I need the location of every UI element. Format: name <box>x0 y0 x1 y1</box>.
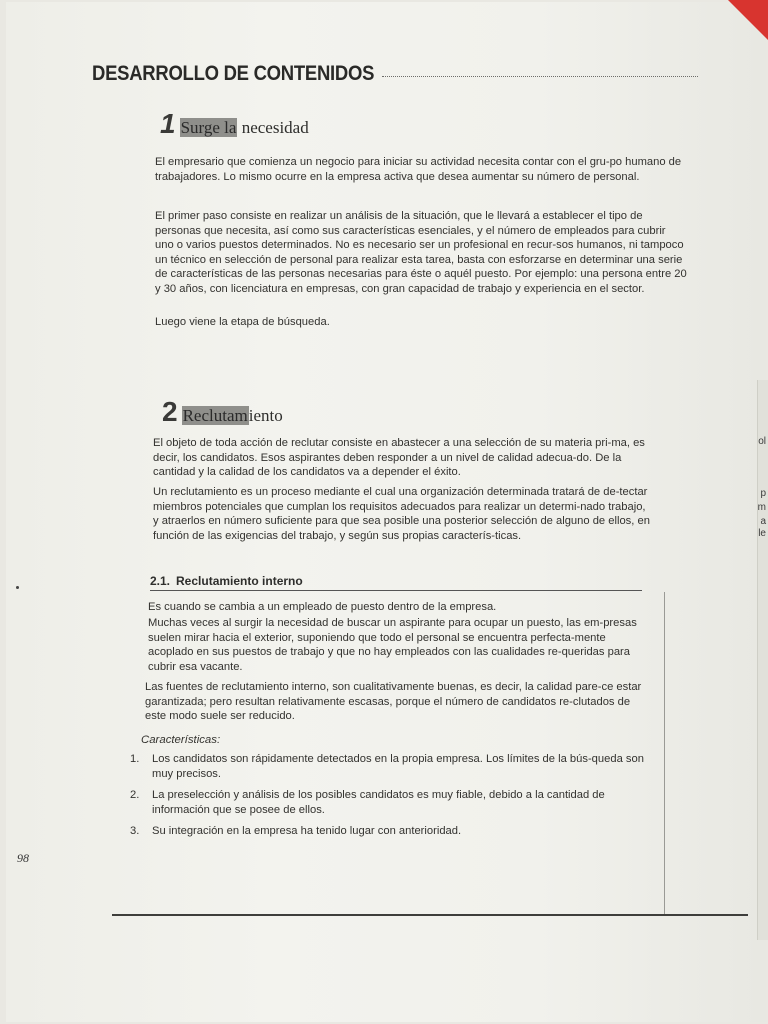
header-dotted-rule <box>382 76 698 77</box>
characteristics-list <box>130 752 645 846</box>
section-1-paragraph: Luego viene la etapa de búsqueda. <box>155 316 330 328</box>
list-item <box>130 752 645 781</box>
subsection-2-1-heading <box>150 574 642 591</box>
subsection-2-1-number: 2.1. <box>150 574 171 588</box>
section-2-title <box>182 406 283 426</box>
list-item <box>130 824 645 839</box>
section-2-number: 2 <box>162 396 178 427</box>
subsection-paragraph: Muchas veces al surgir la necesidad de buscar un aspirante para ocupar un puesto, las em-presas suelen mirar hacia el exterior, suponiendo que todo el personal se encuentra perfecta-mente acoplado en sus puestos de trabajo y que no hay empleados con las cualidades re-queridas para cubrir esa vacante. <box>148 617 637 673</box>
section-1-paragraph: El empresario que comienza un negocio para iniciar su actividad necesita contar con el gru-po humano de trabajadores. Lo mismo ocurre en la empresa activa que desea aumentar su número de personal. <box>155 156 682 183</box>
page-number: 98 <box>17 851 29 865</box>
list-item-number: 1. <box>130 753 140 765</box>
edge-text: p <box>760 488 766 499</box>
subsection-paragraph: Es cuando se cambia a un empleado de puesto dentro de la empresa. <box>148 601 497 613</box>
section-2-heading <box>162 396 283 428</box>
list-item-number: 2. <box>130 789 140 802</box>
characteristics-label: Características: <box>141 734 221 746</box>
section-2-title-highlight: Reclutam <box>182 406 248 425</box>
list-item-number: 3. <box>130 825 140 838</box>
edge-text: m <box>757 502 766 513</box>
section-2-paragraph: El objeto de toda acción de reclutar consiste en abastecer a una selección de su materia pri-ma, es decir, los candidatos. Esos aspirantes deben responder a un nivel de calidad adecua-do. De la cantidad y la calidad de los candidatos va a depender el éxito. <box>153 437 645 479</box>
column-rule <box>664 592 665 914</box>
section-2-paragraph: Un reclutamiento es un proceso mediante el cual una organización determinada tratará de de-tectar miembros potenciales que cumplan los requisitos adecuados para realizar un determi-nado trabajo, y atraerlos en número suficiente para que sea posible una posterior selección de alguno de ellos, en función de las exigencias del trabajo, y según sus propias caracterís-ticas. <box>153 486 650 542</box>
edge-text: le <box>758 528 766 539</box>
section-1-title <box>180 118 309 138</box>
list-item-text: Su integración en la empresa ha tenido lugar con anterioridad. <box>152 825 462 838</box>
section-1-title-rest: necesidad <box>237 118 309 137</box>
adjacent-page-edge <box>757 380 768 940</box>
section-1-number: 1 <box>160 108 176 139</box>
red-corner-mark <box>728 0 768 40</box>
page-title: DESARROLLO DE CONTENIDOS <box>92 62 375 85</box>
margin-dot <box>16 586 19 589</box>
subsection-2-1-title: Reclutamiento interno <box>176 574 303 588</box>
subsection-paragraph: Las fuentes de reclutamiento interno, son cualitativamente buenas, es decir, la calidad pare-ce estar garantizada; pero resultan relativamente escasas, porque el número de candidatos re-clutados de este modo suele ser reducido. <box>145 681 642 723</box>
section-1-heading <box>160 108 309 140</box>
list-item <box>130 788 645 817</box>
page-header <box>92 60 702 90</box>
section-1-paragraph: El primer paso consiste en realizar un análisis de la situación, que le llevará a establecer el tipo de personas que necesita, así como sus características esenciales, y el número de empleados para cubrir uno o varios puestos determinados. No es necesario ser un profesional en recur-sos humanos, ni tampoco un técnico en selección de personal para realizar esta tarea, basta con esforzarse en determinar una serie de características de las personas necesarias para éste o aquél puesto. Por ejemplo: una persona entre 20 y 30 años, con licenciatura en empresas, con gran capacidad de trabajo y experiencia en el sector. <box>155 210 687 295</box>
edge-text: a <box>760 516 766 527</box>
list-item-text: La preselección y análisis de los posibles candidatos es muy fiable, debido a la cantidad de información que se posee de ellos. <box>152 789 605 816</box>
edge-text: ol <box>758 436 766 447</box>
section-1-title-highlight: Surge la <box>180 118 237 137</box>
footer-rule <box>112 914 748 916</box>
list-item-text: Los candidatos son rápidamente detectados en la propia empresa. Los límites de la bús-queda son muy precisos. <box>152 753 644 780</box>
section-2-title-rest: iento <box>248 406 283 425</box>
